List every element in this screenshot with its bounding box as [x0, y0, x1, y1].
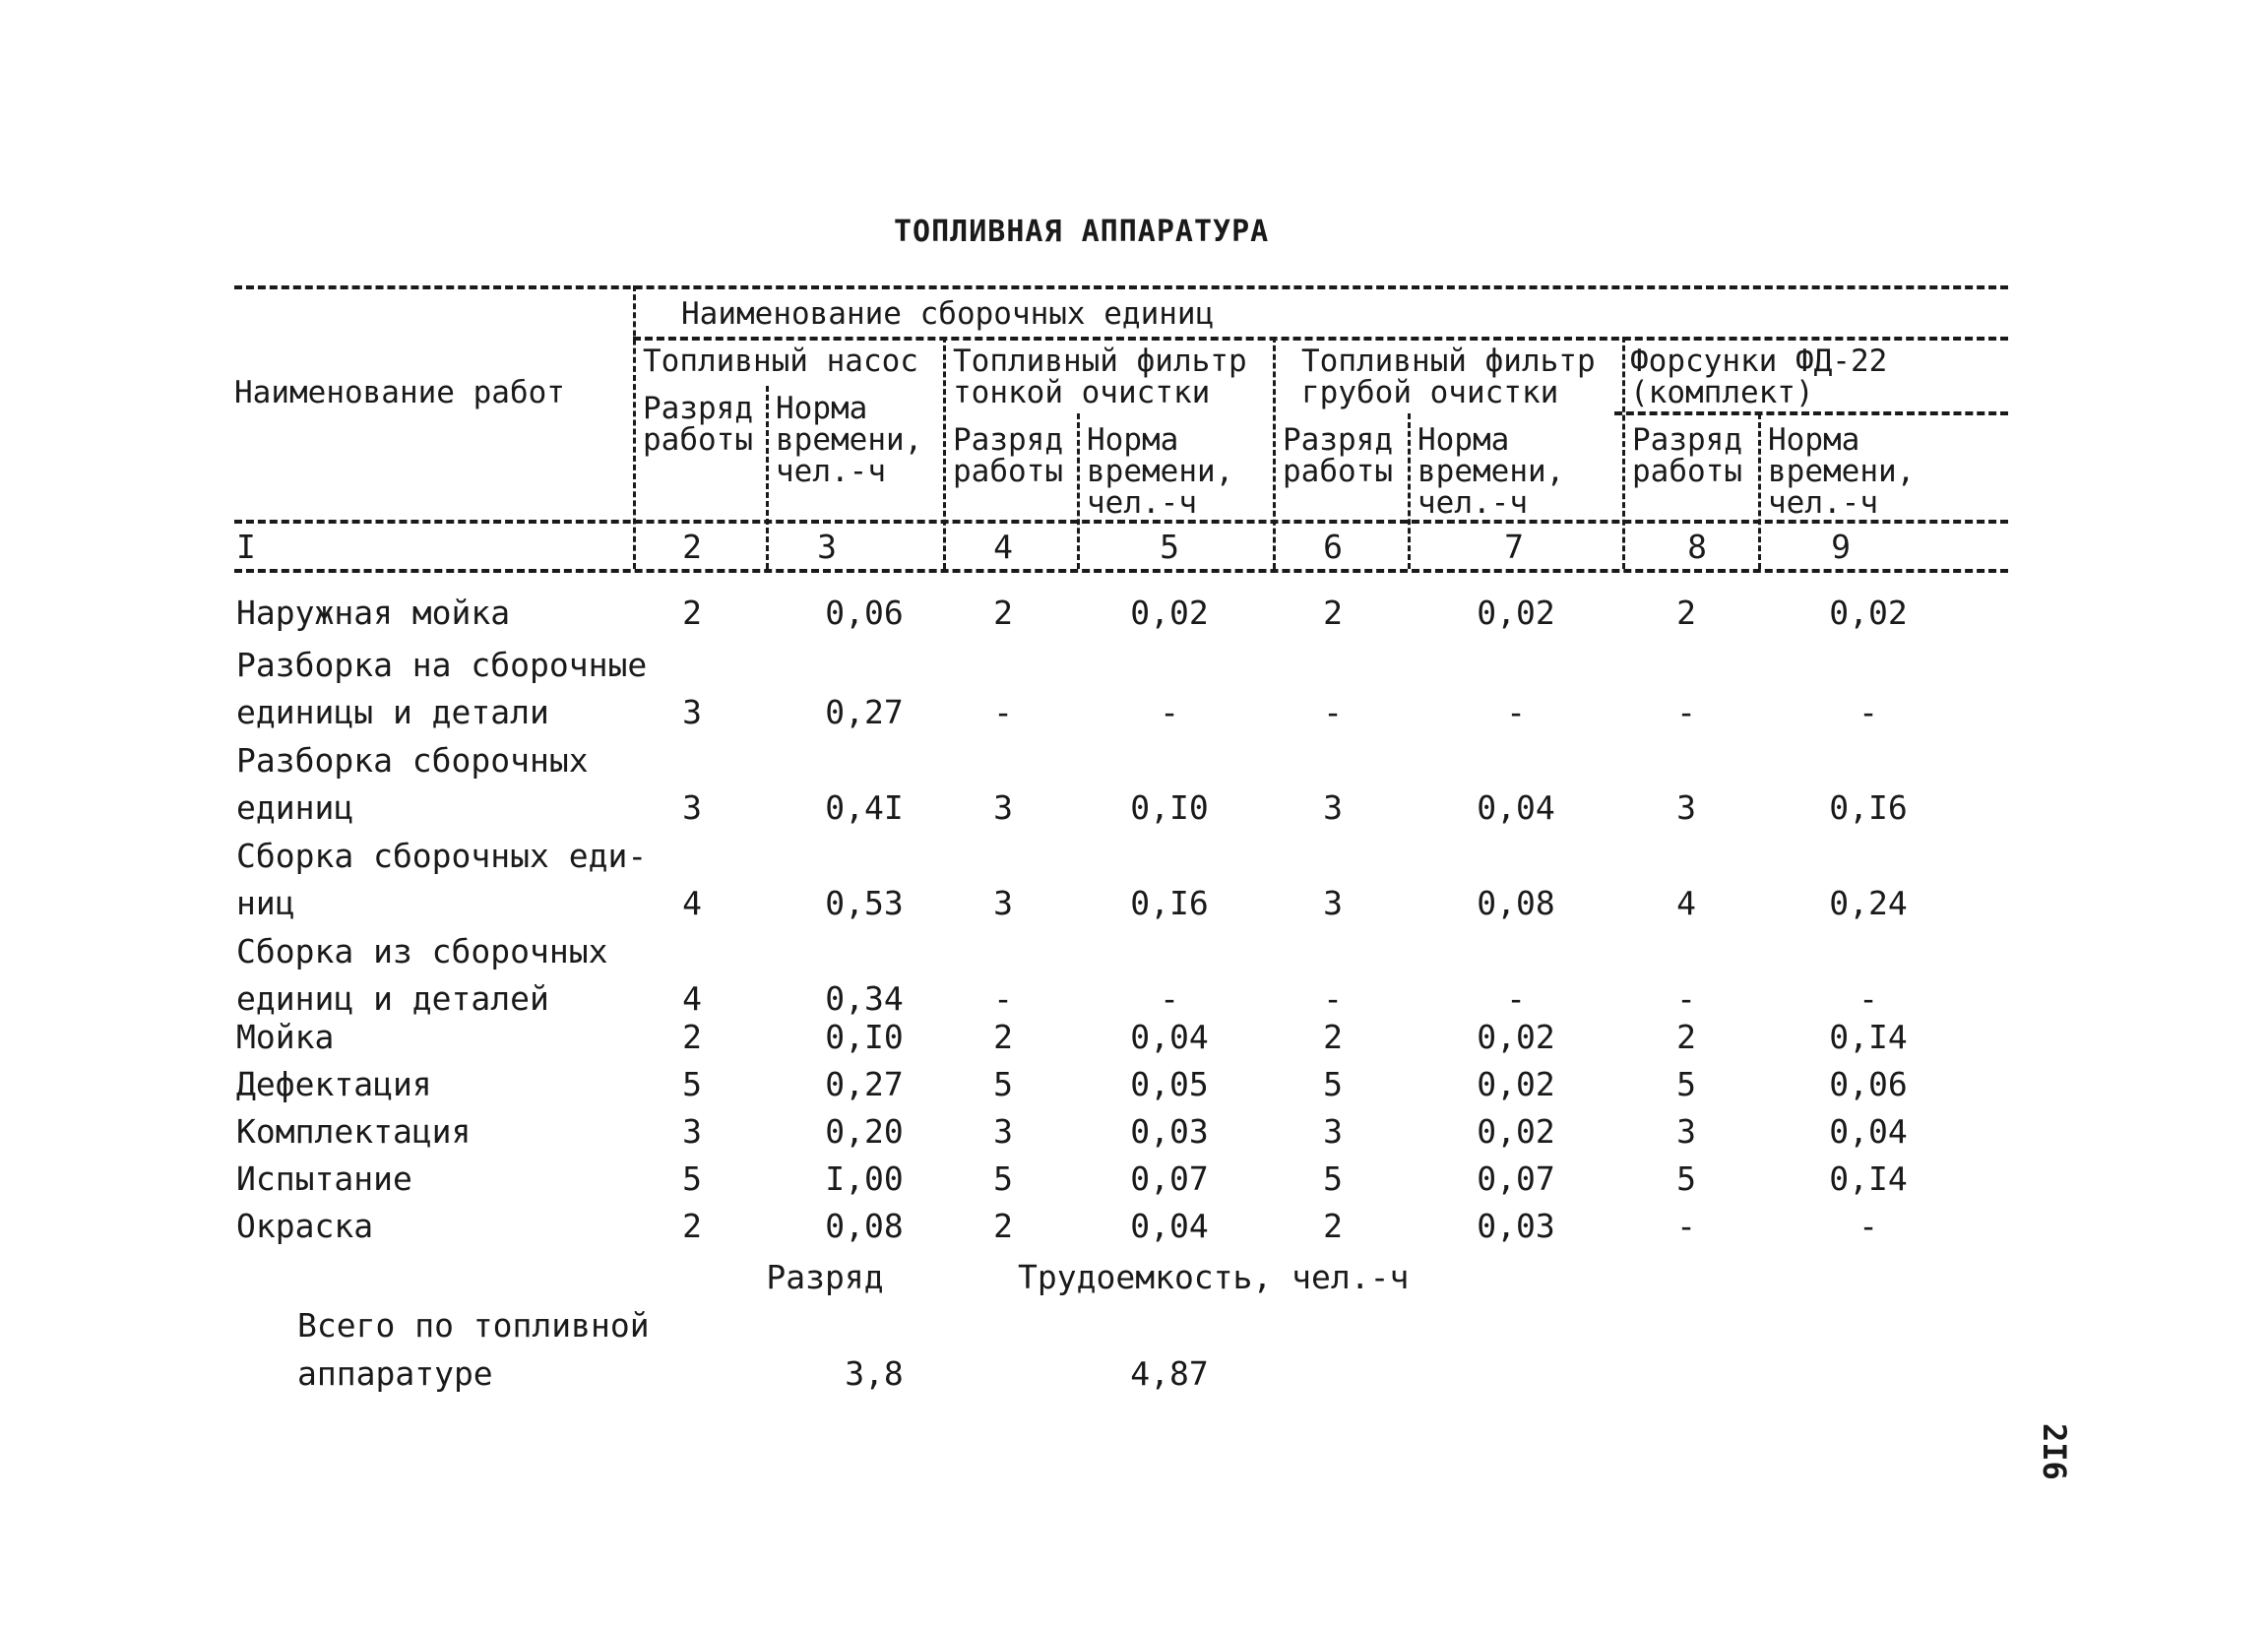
col-number: 5	[1160, 528, 1179, 566]
row-work-name: Разборка на сборочные	[236, 646, 648, 684]
row-norm-value: 0,08	[1477, 884, 1555, 922]
row-norm-value: 0,27	[825, 1065, 904, 1103]
row-work-name: ниц	[236, 884, 295, 922]
row-rank-value: 3	[682, 788, 702, 827]
col-number: 8	[1687, 528, 1707, 566]
page-number: 2I6	[2036, 1423, 2073, 1480]
row-rank-value: 2	[993, 1207, 1013, 1245]
col-number: 4	[993, 528, 1013, 566]
total-labor-label: Трудоемкость, чел.-ч	[1018, 1258, 1410, 1296]
coarse-filter-header-sub: грубой очистки	[1301, 375, 1559, 410]
row-norm-value: 0,I0	[1130, 788, 1209, 827]
norm-label: чел.-ч	[1087, 485, 1197, 521]
rank-label: Разряд	[953, 422, 1063, 458]
row-norm-value: 0,I4	[1829, 1159, 1908, 1198]
injectors-header-sub: (комплект)	[1630, 375, 1814, 410]
norm-label: времени,	[776, 422, 923, 458]
row-norm-value: -	[1858, 979, 1878, 1018]
row-rank-value: -	[1676, 1207, 1696, 1245]
row-work-name: Комплектация	[236, 1112, 472, 1151]
row-norm-value: 0,03	[1130, 1112, 1209, 1151]
col-number: 3	[817, 528, 837, 566]
col-number: 2	[682, 528, 702, 566]
units-group-header: Наименование сборочных единиц	[681, 296, 1215, 332]
row-norm-value: 0,08	[825, 1207, 904, 1245]
norm-label: времени,	[1087, 454, 1234, 489]
norm-label: чел.-ч	[1768, 485, 1878, 521]
row-rank-value: 5	[1323, 1159, 1343, 1198]
row-rank-value: -	[1323, 693, 1343, 731]
row-work-name: единиц	[236, 788, 354, 827]
row-norm-value: 0,02	[1477, 1065, 1555, 1103]
row-norm-value: 0,I4	[1829, 1018, 1908, 1056]
header-separator	[1622, 337, 1625, 569]
row-norm-value: 0,04	[1130, 1018, 1209, 1056]
row-norm-value: 0,03	[1477, 1207, 1555, 1245]
row-norm-value: I,00	[825, 1159, 904, 1198]
header-separator	[1408, 413, 1411, 569]
rank-label: Разряд	[1283, 422, 1393, 458]
row-norm-value: 0,04	[1829, 1112, 1908, 1151]
norm-label: Норма	[1418, 422, 1510, 458]
header-separator	[1273, 337, 1276, 569]
norm-label: времени,	[1418, 454, 1565, 489]
row-rank-value: 2	[993, 1018, 1013, 1056]
row-norm-value: 0,02	[1829, 594, 1908, 632]
row-norm-value: 0,07	[1477, 1159, 1555, 1198]
row-rank-value: 3	[682, 1112, 702, 1151]
row-rank-value: 3	[1323, 1112, 1343, 1151]
col-number: 9	[1831, 528, 1851, 566]
row-norm-value: 0,I0	[825, 1018, 904, 1056]
row-norm-value: 0,06	[1829, 1065, 1908, 1103]
row-work-name: Разборка сборочных	[236, 741, 589, 780]
row-norm-value: -	[1506, 979, 1526, 1018]
row-norm-value: -	[1506, 693, 1526, 731]
col-number: I	[236, 528, 256, 566]
rank-label: Разряд	[643, 391, 753, 426]
row-rank-value: 4	[682, 979, 702, 1018]
row-rank-value: 2	[682, 594, 702, 632]
row-rank-value: 3	[1323, 788, 1343, 827]
row-rank-value: 5	[993, 1159, 1013, 1198]
row-rank-value: 2	[682, 1207, 702, 1245]
header-separator	[633, 285, 636, 569]
row-norm-value: 0,24	[1829, 884, 1908, 922]
row-rank-value: 3	[1676, 1112, 1696, 1151]
row-rank-value: 5	[1676, 1159, 1696, 1198]
row-norm-value: 0,34	[825, 979, 904, 1018]
row-work-name: Дефектация	[236, 1065, 432, 1103]
row-rank-value: -	[1676, 979, 1696, 1018]
row-rank-value: 3	[682, 693, 702, 731]
row-norm-value: -	[1160, 979, 1179, 1018]
pump-header: Топливный насос	[643, 344, 918, 379]
header-separator	[766, 386, 769, 569]
row-norm-value: 0,05	[1130, 1065, 1209, 1103]
total-labor-value: 4,87	[1130, 1354, 1209, 1393]
row-norm-value: -	[1858, 1207, 1878, 1245]
page-title: ТОПЛИВНАЯ АППАРАТУРА	[894, 215, 1270, 249]
row-rank-value: 3	[993, 884, 1013, 922]
header-separator	[1758, 413, 1761, 569]
row-work-name: Сборка сборочных еди-	[236, 837, 648, 875]
row-rank-value: 4	[682, 884, 702, 922]
rank-label: работы	[953, 454, 1063, 489]
row-norm-value: 0,02	[1477, 1018, 1555, 1056]
row-norm-value: 0,06	[825, 594, 904, 632]
row-norm-value: 0,I6	[1829, 788, 1908, 827]
row-norm-value: 0,4I	[825, 788, 904, 827]
row-rank-value: 2	[993, 594, 1013, 632]
row-rank-value: 3	[993, 1112, 1013, 1151]
injectors-header: Форсунки ФД-22	[1630, 344, 1888, 379]
header-top-rule	[234, 285, 2008, 289]
total-name: аппаратуре	[297, 1354, 493, 1393]
coarse-filter-header: Топливный фильтр	[1301, 344, 1596, 379]
row-norm-value: -	[1858, 693, 1878, 731]
col-number: 7	[1504, 528, 1524, 566]
total-rank-label: Разряд	[766, 1258, 884, 1296]
total-rank-value: 3,8	[845, 1354, 904, 1393]
row-rank-value: 2	[1676, 594, 1696, 632]
header-separator	[943, 337, 946, 569]
row-work-name: Мойка	[236, 1018, 335, 1056]
row-work-name: Сборка из сборочных	[236, 932, 608, 971]
row-norm-value: 0,07	[1130, 1159, 1209, 1198]
row-rank-value: 2	[1676, 1018, 1696, 1056]
row-rank-value: 2	[682, 1018, 702, 1056]
row-norm-value: 0,04	[1477, 788, 1555, 827]
norm-label: Норма	[1768, 422, 1860, 458]
fine-filter-header: Топливный фильтр	[953, 344, 1247, 379]
row-work-name: Окраска	[236, 1207, 374, 1245]
row-rank-value: 2	[1323, 1018, 1343, 1056]
row-rank-value: -	[993, 693, 1013, 731]
col-number-rule	[234, 569, 2008, 573]
col-number: 6	[1323, 528, 1343, 566]
row-norm-value: 0,02	[1130, 594, 1209, 632]
rank-label: Разряд	[1632, 422, 1742, 458]
rank-label: работы	[1283, 454, 1393, 489]
row-rank-value: -	[993, 979, 1013, 1018]
norm-label: чел.-ч	[1418, 485, 1528, 521]
units-group-rule	[633, 337, 2008, 341]
row-work-name: единиц и деталей	[236, 979, 549, 1018]
works-name-header: Наименование работ	[234, 375, 565, 410]
row-norm-value: 0,04	[1130, 1207, 1209, 1245]
row-norm-value: 0,02	[1477, 594, 1555, 632]
row-rank-value: 3	[1323, 884, 1343, 922]
fine-filter-header-sub: тонкой очистки	[953, 375, 1211, 410]
row-work-name: Наружная мойка	[236, 594, 511, 632]
row-work-name: Испытание	[236, 1159, 412, 1198]
total-name: Всего по топливной	[297, 1306, 650, 1345]
row-rank-value: 3	[993, 788, 1013, 827]
row-rank-value: 5	[682, 1159, 702, 1198]
row-rank-value: 4	[1676, 884, 1696, 922]
rank-label: работы	[1632, 454, 1742, 489]
row-work-name: единицы и детали	[236, 693, 549, 731]
row-rank-value: 3	[1676, 788, 1696, 827]
row-norm-value: 0,20	[825, 1112, 904, 1151]
norm-label: Норма	[776, 391, 868, 426]
row-rank-value: 5	[1676, 1065, 1696, 1103]
row-norm-value: 0,02	[1477, 1112, 1555, 1151]
row-rank-value: 2	[1323, 594, 1343, 632]
norm-label: Норма	[1087, 422, 1179, 458]
row-rank-value: -	[1676, 693, 1696, 731]
row-rank-value: 5	[993, 1065, 1013, 1103]
row-norm-value: 0,I6	[1130, 884, 1209, 922]
injector-subrule	[1614, 411, 2008, 415]
rank-label: работы	[643, 422, 753, 458]
header-separator	[1077, 413, 1080, 569]
row-rank-value: 5	[682, 1065, 702, 1103]
row-norm-value: 0,53	[825, 884, 904, 922]
row-rank-value: 5	[1323, 1065, 1343, 1103]
row-rank-value: -	[1323, 979, 1343, 1018]
row-norm-value: -	[1160, 693, 1179, 731]
row-norm-value: 0,27	[825, 693, 904, 731]
row-rank-value: 2	[1323, 1207, 1343, 1245]
norm-label: чел.-ч	[776, 454, 886, 489]
norm-label: времени,	[1768, 454, 1916, 489]
